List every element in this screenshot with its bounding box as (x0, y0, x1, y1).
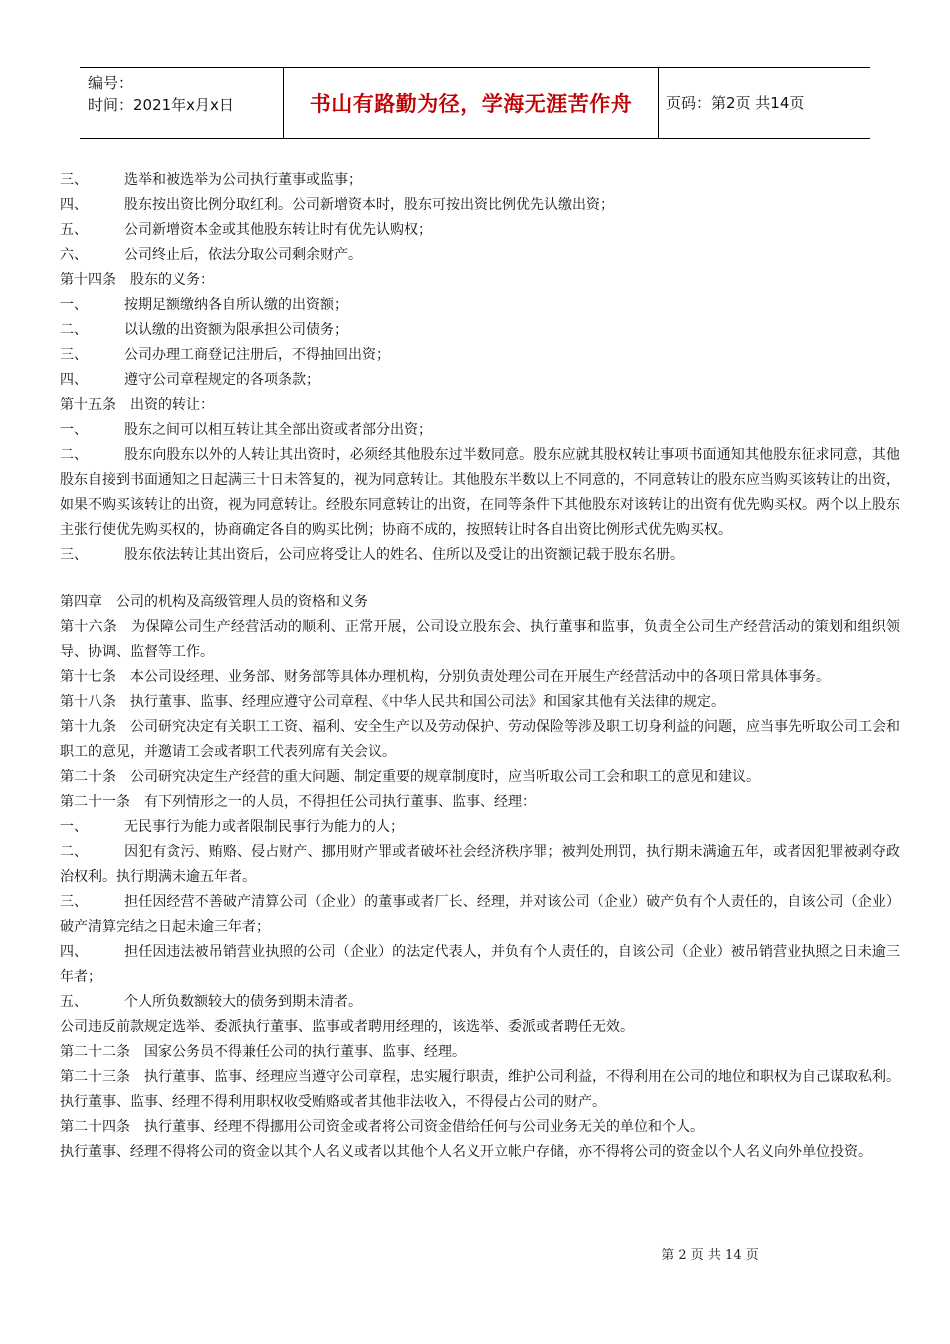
paragraph-text: 第二十条 公司研究决定生产经营的重大问题、制定重要的规章制度时，应当听取公司工会和职工的意见和建议。 (60, 769, 760, 785)
item-number: 二、 (60, 844, 88, 860)
paragraph-text: 个人所负数额较大的债务到期未清者。 (124, 994, 362, 1010)
paragraph (60, 193, 900, 218)
item-number: 二、 (60, 447, 88, 463)
paragraph-text: 公司办理工商登记注册后，不得抽回出资； (124, 347, 390, 363)
paragraph-text: 公司终止后，依法分取公司剩余财产。 (124, 247, 362, 263)
paragraph (60, 840, 900, 890)
paragraph (60, 343, 900, 368)
paragraph-text: 公司新增资本金或其他股东转让时有优先认购权； (124, 222, 432, 238)
document-date: 时间：2021年x月x日 (88, 96, 234, 114)
paragraph-text: 遵守公司章程规定的各项条款； (124, 372, 320, 388)
paragraph (60, 1065, 900, 1115)
paragraph-text: 第十七条 本公司设经理、业务部、财务部等具体办理机构，分别负责处理公司在开展生产经营活动中的各项日常具体事务。 (60, 669, 830, 685)
header-slogan: 书山有路勤为径，学海无涯苦作舟 (283, 68, 659, 138)
item-number: 三、 (60, 547, 88, 563)
item-number: 四、 (60, 944, 88, 960)
item-number: 三、 (60, 347, 88, 363)
paragraph (60, 665, 900, 690)
paragraph-text: 因犯有贪污、贿赂、侵占财产、挪用财产罪或者破坏社会经济秩序罪；被判处刑罚，执行期未满逾五年，或者因犯罪被剥夺政治权利。执行期满未逾五年者。 (60, 844, 900, 885)
paragraph-text: 选举和被选举为公司执行董事或监事； (124, 172, 362, 188)
paragraph (60, 318, 900, 343)
paragraph-text: 担任因经营不善破产清算公司（企业）的董事或者厂长、经理，并对该公司（企业）破产负有个人责任的，自该公司（企业）破产清算完结之日起未逾三年者； (60, 894, 900, 935)
paragraph-text: 股东之间可以相互转让其全部出资或者部分出资； (124, 422, 432, 438)
paragraph (60, 393, 900, 418)
document-header (80, 67, 870, 139)
paragraph (60, 790, 900, 815)
paragraph-text: 以认缴的出资额为限承担公司债务； (124, 322, 348, 338)
page-footer: 第 2 页 共 14 页 (661, 1248, 759, 1263)
item-number: 三、 (60, 894, 88, 910)
item-number: 四、 (60, 372, 88, 388)
paragraph (60, 1115, 900, 1140)
paragraph-text: 第十六条 为保障公司生产经营活动的顺利、正常开展，公司设立股东会、执行董事和监事，负责全公司生产经营活动的策划和组织领导、协调、监督等工作。 (60, 619, 900, 660)
paragraph-spacer (60, 568, 900, 590)
paragraph-text: 第四章 公司的机构及高级管理人员的资格和义务 (60, 594, 368, 610)
paragraph-text: 执行董事、经理不得将公司的资金以其个人名义或者以其他个人名义开立帐户存储，亦不得将公司的资金以个人名义向外单位投资。 (60, 1144, 872, 1160)
paragraph (60, 293, 900, 318)
paragraph-text: 第二十一条 有下列情形之一的人员，不得担任公司执行董事、监事、经理： (60, 794, 536, 810)
paragraph-text: 第二十四条 执行董事、经理不得挪用公司资金或者将公司资金借给任何与公司业务无关的单位和个人。 (60, 1119, 704, 1135)
paragraph-text: 无民事行为能力或者限制民事行为能力的人； (124, 819, 404, 835)
paragraph (60, 268, 900, 293)
item-number: 二、 (60, 322, 88, 338)
paragraph (60, 443, 900, 543)
document-body (60, 168, 900, 1165)
paragraph (60, 243, 900, 268)
paragraph (60, 890, 900, 940)
paragraph (60, 690, 900, 715)
paragraph (60, 990, 900, 1015)
item-number: 一、 (60, 819, 88, 835)
item-number: 一、 (60, 422, 88, 438)
paragraph (60, 590, 900, 615)
item-number: 六、 (60, 247, 88, 263)
paragraph-text: 股东向股东以外的人转让其出资时，必须经其他股东过半数同意。股东应就其股权转让事项书面通知其他股东征求同意，其他股东自接到书面通知之日起满三十日未答复的，视为同意转让。其他股东半数以上不同意的，不同意转让的股东应当购买该转让的出资，如果不购买该转让的出资，视为同意转让。经股东同意转让的出资，在同等条件下其他股东对该转让的出资有优先购买权。两个以上股东主张行使优先购买权的，协商确定各自的购买比例；协商不成的，按照转让时各自出资比例形式优先购买权。 (60, 447, 900, 538)
paragraph (60, 168, 900, 193)
paragraph-text: 股东按出资比例分取红利。公司新增资本时，股东可按出资比例优先认缴出资； (124, 197, 614, 213)
paragraph-text: 第十五条 出资的转让： (60, 397, 214, 413)
item-number: 一、 (60, 297, 88, 313)
paragraph (60, 218, 900, 243)
paragraph-text: 第十九条 公司研究决定有关职工工资、福利、安全生产以及劳动保护、劳动保险等涉及职工切身利益的问题，应当事先听取公司工会和职工的意见，并邀请工会或者职工代表列席有关会议。 (60, 719, 900, 760)
paragraph (60, 615, 900, 665)
paragraph-text: 第十八条 执行董事、监事、经理应遵守公司章程、《中华人民共和国公司法》和国家其他有关法律的规定。 (60, 694, 725, 710)
paragraph-text: 公司违反前款规定选举、委派执行董事、监事或者聘用经理的，该选举、委派或者聘任无效。 (60, 1019, 634, 1035)
paragraph (60, 765, 900, 790)
paragraph-text: 第二十三条 执行董事、监事、经理应当遵守公司章程，忠实履行职责，维护公司利益，不得利用在公司的地位和职权为自己谋取私利。执行董事、监事、经理不得利用职权收受贿赂或者其他非法收入，不得侵占公司的财产。 (60, 1069, 900, 1110)
paragraph (60, 1040, 900, 1065)
paragraph (60, 543, 900, 568)
document-number-label: 编号： (88, 74, 134, 92)
header-meta (88, 72, 283, 116)
header-page-info: 页码：第2页 共14页 (666, 94, 805, 112)
paragraph (60, 1015, 900, 1040)
paragraph (60, 715, 900, 765)
item-number: 四、 (60, 197, 88, 213)
paragraph-text: 按期足额缴纳各自所认缴的出资额； (124, 297, 348, 313)
paragraph-text: 股东依法转让其出资后，公司应将受让人的姓名、住所以及受让的出资额记载于股东名册。 (124, 547, 684, 563)
paragraph (60, 815, 900, 840)
paragraph (60, 418, 900, 443)
item-number: 三、 (60, 172, 88, 188)
paragraph (60, 940, 900, 990)
paragraph-text: 担任因违法被吊销营业执照的公司（企业）的法定代表人，并负有个人责任的，自该公司（企业）被吊销营业执照之日未逾三年者； (60, 944, 900, 985)
item-number: 五、 (60, 222, 88, 238)
item-number: 五、 (60, 994, 88, 1010)
paragraph (60, 368, 900, 393)
paragraph (60, 1140, 900, 1165)
paragraph-text: 第十四条 股东的义务： (60, 272, 214, 288)
paragraph-text: 第二十二条 国家公务员不得兼任公司的执行董事、监事、经理。 (60, 1044, 466, 1060)
